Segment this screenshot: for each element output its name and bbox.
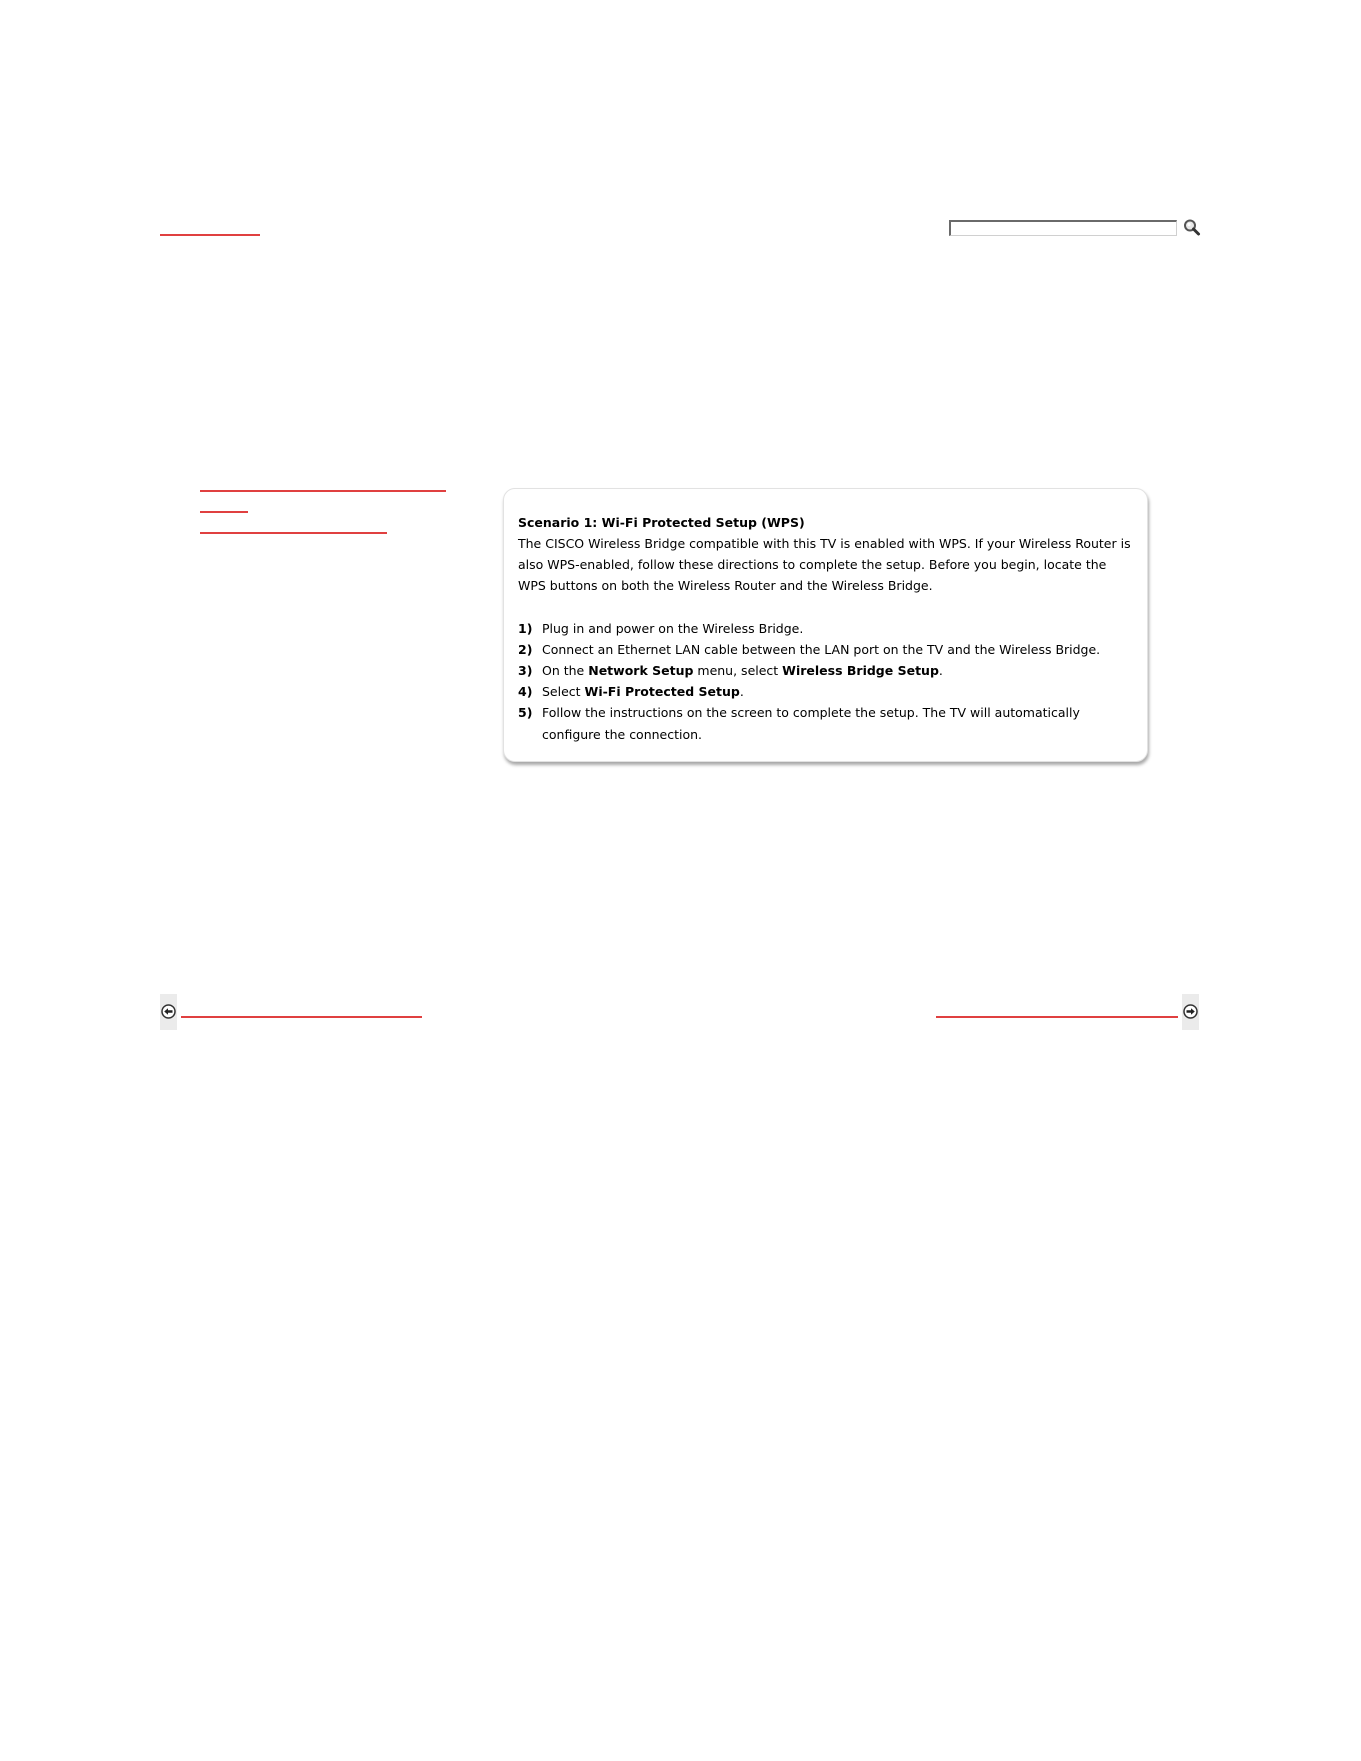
sidebar-link-3[interactable] [200, 532, 387, 534]
top-link[interactable] [160, 234, 260, 236]
menu-item-wireless-bridge-setup: Wireless Bridge Setup [782, 663, 939, 679]
next-page-link[interactable] [936, 1016, 1178, 1018]
step-item [518, 618, 1133, 639]
step-number: 2) [518, 641, 533, 657]
step-number: 1) [518, 620, 533, 636]
menu-item-wifi-protected-setup: Wi-Fi Protected Setup [584, 684, 740, 700]
sidebar-link-2[interactable] [200, 511, 248, 513]
step-text [542, 660, 1133, 681]
menu-name-network-setup: Network Setup [588, 663, 694, 679]
arrow-right-icon [1183, 1004, 1198, 1019]
step-text-pre: On the [542, 663, 589, 679]
steps-list [518, 618, 1133, 745]
sidebar-link-1[interactable] [200, 490, 446, 492]
step-text-pre: Select [542, 684, 585, 700]
step-text: Follow the instructions on the screen to complete the setup. The TV will automatically configure the connection. [542, 705, 1080, 742]
card-title: Scenario 1: Wi-Fi Protected Setup (WPS) [518, 515, 805, 530]
step-number: 4) [518, 684, 533, 700]
step-text: Plug in and power on the Wireless Bridge. [542, 620, 804, 636]
step-text: Connect an Ethernet LAN cable between the LAN port on the TV and the Wireless Bridge. [542, 641, 1101, 657]
next-page-button[interactable] [1182, 994, 1199, 1030]
prev-page-link[interactable] [181, 1016, 422, 1018]
content-card [503, 488, 1148, 762]
prev-page-button[interactable] [160, 994, 177, 1030]
step-text-post: . [938, 663, 943, 679]
step-text-post: . [739, 684, 744, 700]
step-number: 3) [518, 663, 533, 679]
step-item [518, 639, 1133, 660]
step-text [542, 681, 1133, 702]
magnifier-icon [1182, 218, 1202, 238]
step-number: 5) [518, 705, 533, 721]
step-item [518, 681, 1133, 702]
step-item [518, 702, 1133, 744]
step-item [518, 660, 1133, 681]
search-button[interactable] [1182, 218, 1202, 238]
search-input[interactable] [949, 220, 1177, 236]
card-intro: The CISCO Wireless Bridge compatible with this TV is enabled with WPS. If your Wireless Router is also WPS-enabled, follow these directions to complete the setup. Before you begin, locate the WPS buttons on both the Wireless Router and the Wireless Bridge. [518, 536, 1131, 594]
arrow-left-icon [161, 1004, 176, 1019]
step-text-mid: menu, select [693, 663, 783, 679]
